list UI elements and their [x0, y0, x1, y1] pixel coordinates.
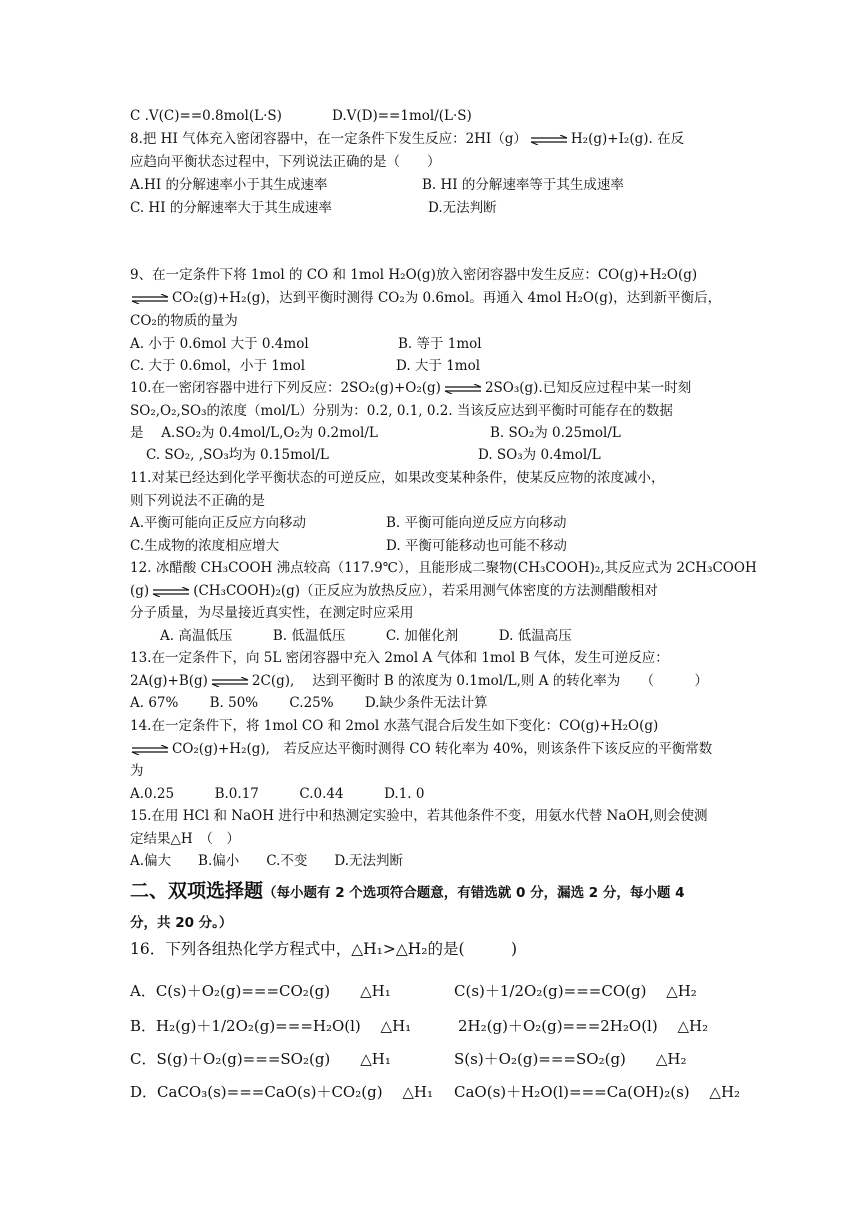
- section2-heading: [130, 878, 685, 906]
- q9-line2: [130, 288, 721, 308]
- q7-option-d: D.V(D)==1mol/(L·S): [332, 108, 472, 124]
- q16-option-d2: CaO(s)＋H₂O(l)===Ca(OH)₂(s) △H₂: [454, 1083, 741, 1101]
- q14-line3: 为: [130, 763, 144, 779]
- q11-line2: 则下列说法不正确的是: [130, 493, 265, 509]
- q8-option-c: C. HI 的分解速率大于其生成速率: [130, 200, 332, 216]
- q13-line2-a: 2A(g)+B(g): [130, 673, 208, 689]
- q15-line2: 定结果△H （ ）: [130, 831, 240, 847]
- q15-options: A.偏大 B.偏小 C.不变 D.无法判断: [130, 853, 404, 869]
- q12-line2-a: (g): [130, 583, 150, 599]
- equilibrium-arrow-icon: [130, 294, 170, 304]
- q14-options: A.0.25 B.0.17 C.0.44 D.1. 0: [130, 786, 425, 802]
- q12-line2-b: (CH₃COOH)₂(g)（正反应为放热反应），若采用测气体密度的方法测醋酸相对: [193, 583, 658, 599]
- q11-option-a: A.平衡可能向正反应方向移动: [130, 515, 307, 531]
- q7-option-c: C .V(C)==0.8mol(L·S): [130, 108, 282, 124]
- equilibrium-arrow-icon: [130, 745, 170, 755]
- q8-line1: [130, 129, 684, 149]
- q8-option-d: D.无法判断: [428, 200, 497, 216]
- section2-note2: 分，共 20 分。）: [130, 915, 233, 931]
- equilibrium-arrow-icon: [210, 677, 250, 687]
- q9-option-b: B. 等于 1mol: [398, 336, 482, 352]
- q12-line2: [130, 581, 658, 601]
- section2-note1: （每小题有 2 个选项符合题意，有错选就 0 分，漏选 2 分，每小题 4: [263, 885, 685, 901]
- q11-option-c: C.生成物的浓度相应增大: [130, 538, 280, 554]
- q8-line2: 应趋向平衡状态过程中，下列说法正确的是（ ）: [130, 154, 441, 170]
- q8-stem-a: 8.把 HI 气体充入密闭容器中，在一定条件下发生反应：2HI（g）: [130, 131, 527, 147]
- q9-option-a: A. 小于 0.6mol 大于 0.4mol: [130, 336, 309, 352]
- q10-line2: SO₂,O₂,SO₃的浓度（mol/L）分别为：0.2, 0.1, 0.2. 当该反应达到平衡时可能存在的数据: [130, 403, 673, 419]
- equilibrium-arrow-icon: [529, 135, 569, 145]
- q13-line1: 13.在一定条件下，向 5L 密闭容器中充入 2mol A 气体和 1mol B 气体，发生可逆反应：: [130, 650, 669, 666]
- q14-line2: [130, 739, 712, 759]
- q16-option-b2: 2H₂(g)＋O₂(g)===2H₂O(l) △H₂: [458, 1017, 709, 1035]
- q9-line2-text: CO₂(g)+H₂(g)，达到平衡时测得 CO₂为 0.6mol。再通入 4mol H₂O(g)，达到新平衡后，: [172, 290, 722, 306]
- q8-stem-b: H₂(g)+I₂(g). 在反: [570, 131, 685, 147]
- q9-line3: CO₂的物质的量为: [130, 313, 238, 329]
- q16-option-a1: A．C(s)＋O₂(g)===CO₂(g) △H₁: [130, 982, 391, 1000]
- q11-option-d: D. 平衡可能移动也可能不移动: [386, 538, 567, 554]
- q16-option-d1: D．CaCO₃(s)===CaO(s)＋CO₂(g) △H₁: [130, 1083, 433, 1101]
- q14-line2-text: CO₂(g)+H₂(g), 若反应达平衡时测得 CO 转化率为 40%，则该条件下该反应的平衡常数: [172, 741, 713, 757]
- q12-options: A. 高温低压 B. 低温低压 C. 加催化剂 D. 低温高压: [160, 628, 572, 644]
- q13-line2-b: 2C(g), 达到平衡时 B 的浓度为 0.1mol/L,则 A 的转化率为 （ ）: [251, 673, 708, 689]
- q16-stem: 16．下列各组热化学方程式中，△H₁>△H₂的是( ): [130, 940, 518, 958]
- q14-line1: 14.在一定条件下，将 1mol CO 和 2mol 水蒸气混合后发生如下变化：CO(g)+H₂O(g): [130, 718, 659, 734]
- equilibrium-arrow-icon: [151, 587, 191, 597]
- q16-option-a2: C(s)＋1/2O₂(g)===CO(g) △H₂: [454, 982, 697, 1000]
- q10-option-b: B. SO₂为 0.25mol/L: [490, 425, 621, 441]
- q9-option-c: C. 大于 0.6mol，小于 1mol: [130, 358, 306, 374]
- q11-line1: 11.对某已经达到化学平衡状态的可逆反应，如果改变某种条件，使某反应物的浓度减小，: [130, 470, 665, 486]
- q10-stem-a: 10.在一密闭容器中进行下列反应：2SO₂(g)+O₂(g): [130, 380, 441, 396]
- q8-option-a: A.HI 的分解速率小于其生成速率: [130, 177, 328, 193]
- q11-option-b: B. 平衡可能向逆反应方向移动: [386, 515, 567, 531]
- q9-line1: 9、在一定条件下将 1mol 的 CO 和 1mol H₂O(g)放入密闭容器中发生反应：CO(g)+H₂O(g): [130, 267, 698, 283]
- q15-line1: 15.在用 HCl 和 NaOH 进行中和热测定实验中，若其他条件不变，用氨水代替 NaOH,则会使测: [130, 808, 708, 824]
- q16-option-b1: B．H₂(g)＋1/2O₂(g)===H₂O(l) △H₁: [130, 1017, 412, 1035]
- q12-line3: 分子质量，为尽量接近真实性，在测定时应采用: [130, 605, 414, 621]
- q10-line1: [130, 378, 691, 398]
- q9-option-d: D. 大于 1mol: [396, 358, 481, 374]
- q13-line2: [130, 671, 708, 691]
- q13-options: A. 67% B. 50% C.25% D.缺少条件无法计算: [130, 695, 488, 711]
- q8-option-b: B. HI 的分解速率等于其生成速率: [422, 177, 624, 193]
- equilibrium-arrow-icon: [443, 384, 483, 394]
- q10-option-c: C. SO₂, ,SO₃均为 0.15mol/L: [146, 447, 329, 463]
- q12-line1: 12. 冰醋酸 CH₃COOH 沸点较高（117.9℃），且能形成二聚物(CH₃COOH)₂,其反应式为 2CH₃COOH: [130, 560, 757, 576]
- q16-option-c1: C．S(g)＋O₂(g)===SO₂(g) △H₁: [130, 1050, 391, 1068]
- q16-option-c2: S(s)＋O₂(g)===SO₂(g) △H₂: [454, 1050, 687, 1068]
- q10-stem-b: 2SO₃(g).已知反应过程中某一时刻: [484, 380, 692, 396]
- q10-option-d: D. SO₃为 0.4mol/L: [478, 447, 601, 463]
- section2-title: 二、双项选择题: [130, 880, 264, 902]
- q10-option-a: 是 A.SO₂为 0.4mol/L,O₂为 0.2mol/L: [130, 425, 378, 441]
